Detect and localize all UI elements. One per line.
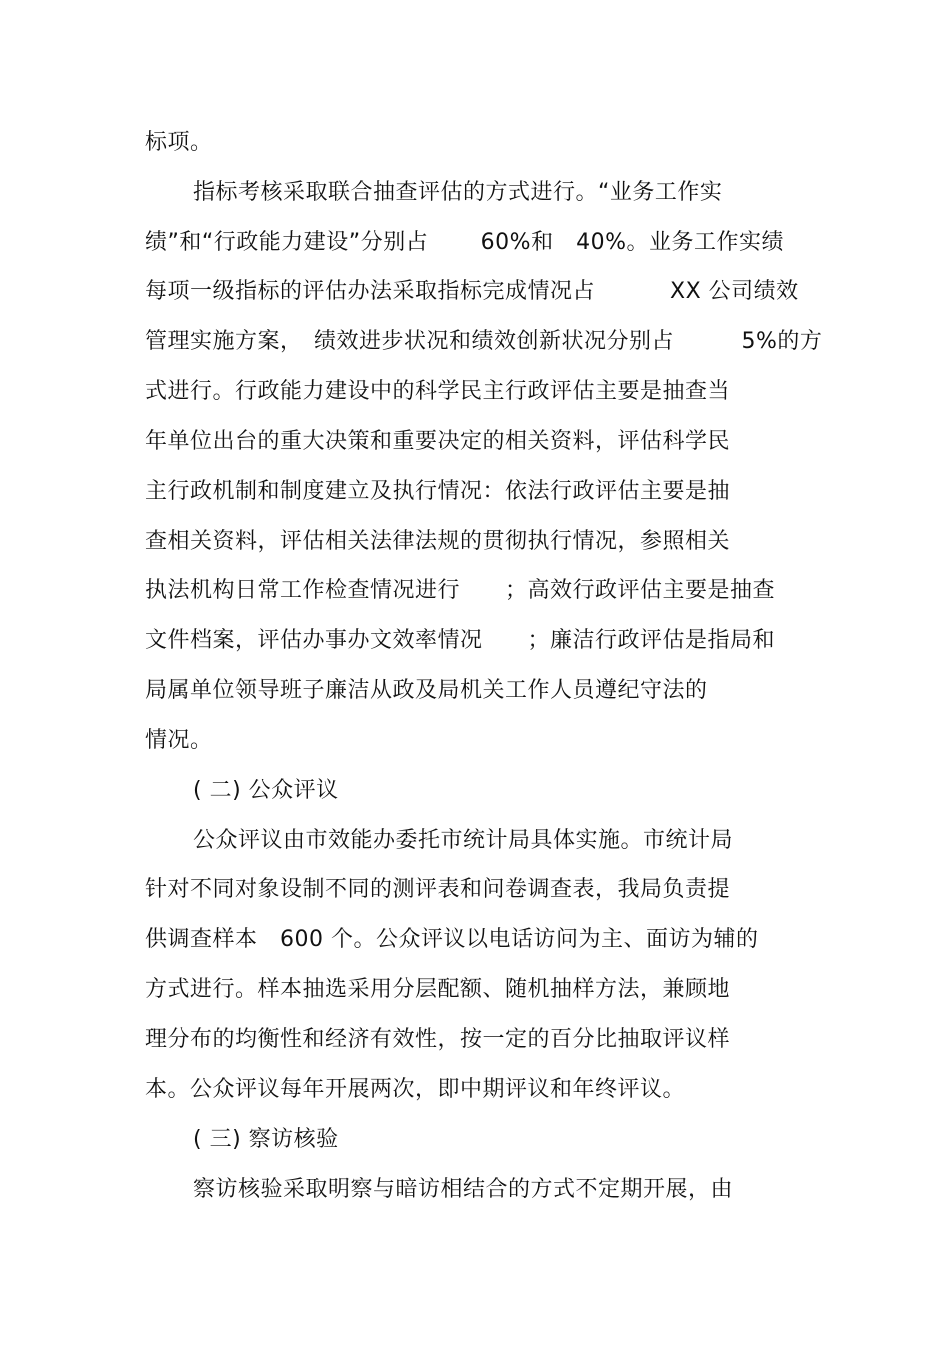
text-line: 本。公众评议每年开展两次，即中期评议和年终评议。 xyxy=(145,1077,686,1102)
text-line: 每项一级指标的评估办法采取指标完成情况占 XX 公司绩效 xyxy=(145,279,799,304)
text-line: 针对不同对象设制不同的测评表和问卷调查表，我局负责提 xyxy=(145,877,731,902)
text-line: 情况。 xyxy=(145,728,213,753)
text-line: 年单位出台的重大决策和重要决定的相关资料，评估科学民 xyxy=(145,429,731,454)
text-line: 绩”和“行政能力建设”分别占 60%和 40%。业务工作实绩 xyxy=(145,230,784,255)
text-line: 方式进行。样本抽选采用分层配额、随机抽样方法，兼顾地 xyxy=(145,977,731,1002)
text-line: 理分布的均衡性和经济有效性，按一定的百分比抽取评议样 xyxy=(145,1027,731,1052)
text-line: 公众评议由市效能办委托市统计局具体实施。市统计局 xyxy=(193,828,734,853)
text-line: 标项。 xyxy=(145,130,213,155)
section-heading: ( 二) 公众评议 xyxy=(193,778,339,803)
text-line: 管理实施方案， 绩效进步状况和绩效创新状况分别占 5%的方 xyxy=(145,329,823,354)
text-line: 主行政机制和制度建立及执行情况：依法行政评估主要是抽 xyxy=(145,479,731,504)
text-line: 局属单位领导班子廉洁从政及局机关工作人员遵纪守法的 xyxy=(145,678,708,703)
text-line: 指标考核采取联合抽查评估的方式进行。“业务工作实 xyxy=(193,180,723,205)
text-line: 执法机构日常工作检查情况进行 ；高效行政评估主要是抽查 xyxy=(145,578,776,603)
text-line: 文件档案，评估办事办文效率情况 ；廉洁行政评估是指局和 xyxy=(145,628,776,653)
text-line: 查相关资料，评估相关法律法规的贯彻执行情况，参照相关 xyxy=(145,529,731,554)
text-line: 察访核验采取明察与暗访相结合的方式不定期开展，由 xyxy=(193,1177,734,1202)
text-line: 式进行。行政能力建设中的科学民主行政评估主要是抽查当 xyxy=(145,379,731,404)
text-line: 供调查样本 600 个。公众评议以电话访问为主、面访为辅的 xyxy=(145,927,759,952)
section-heading: ( 三) 察访核验 xyxy=(193,1127,339,1152)
